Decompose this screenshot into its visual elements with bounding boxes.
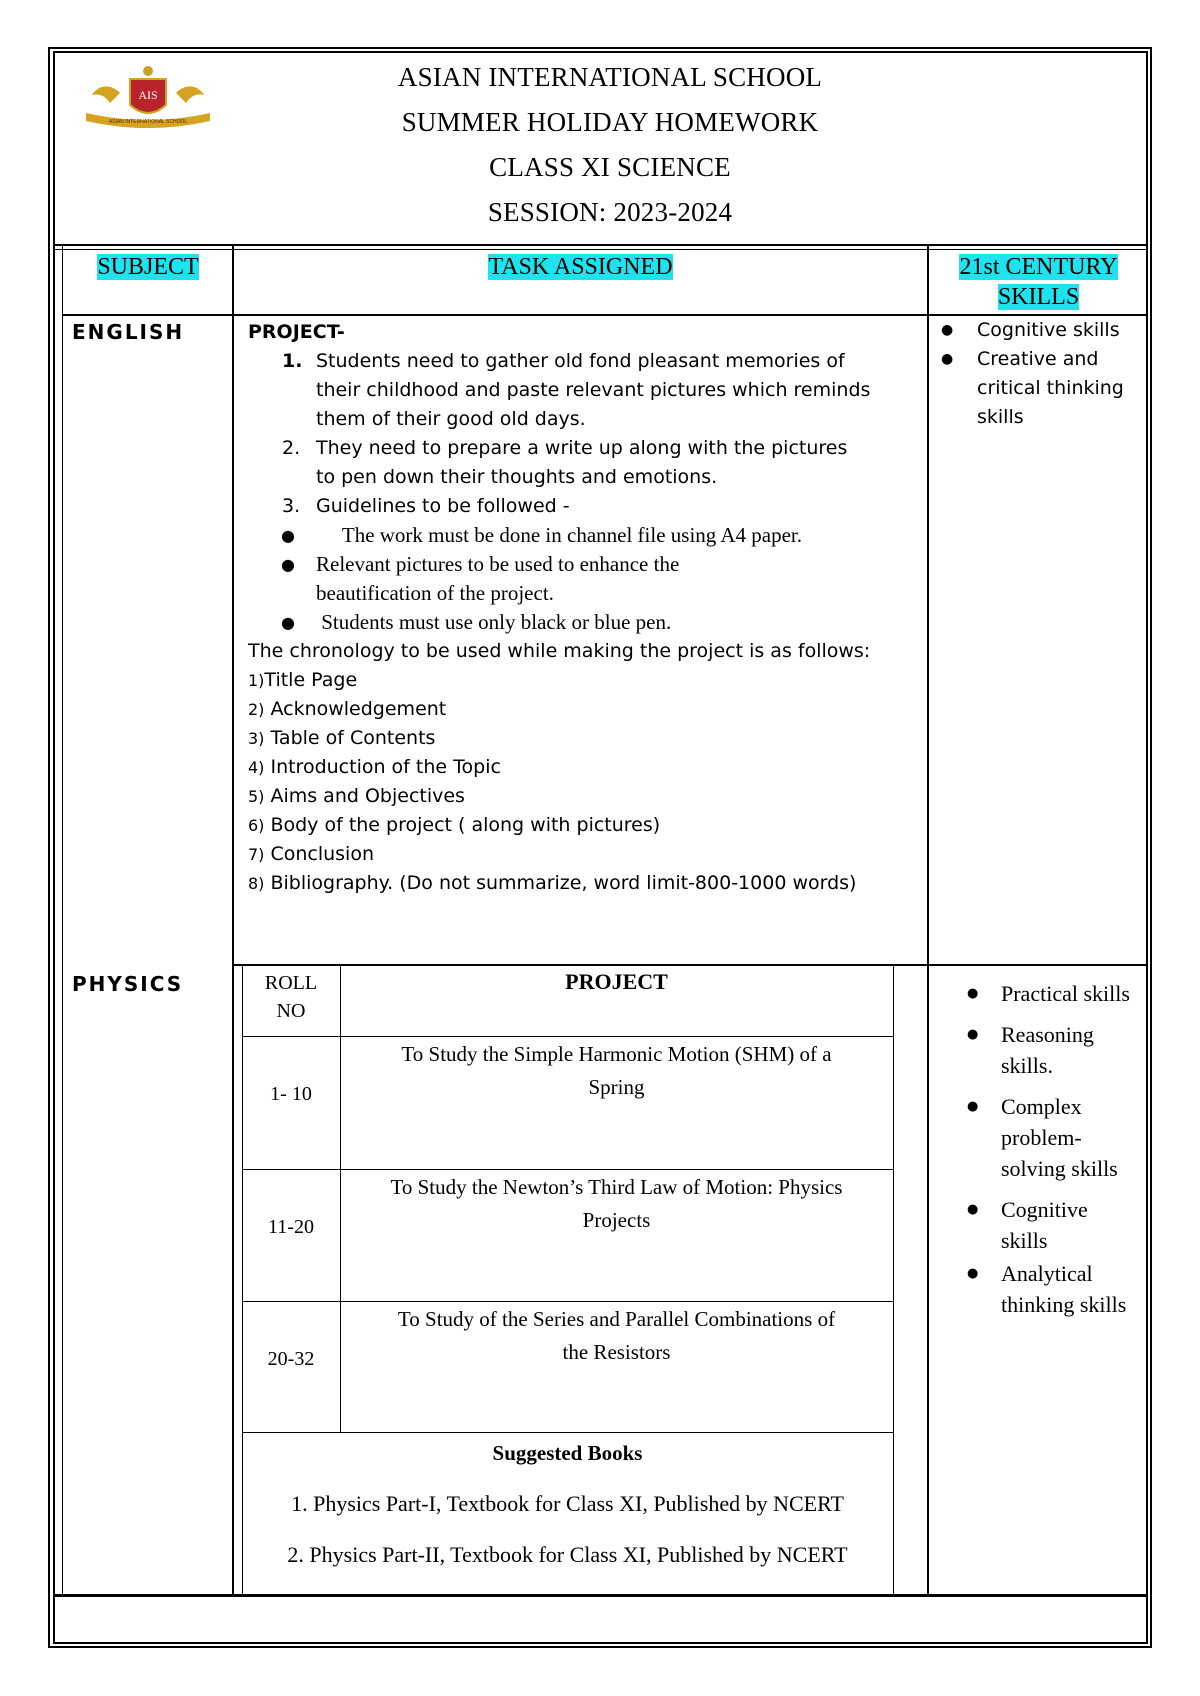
roll-no-header: ROLL NO xyxy=(264,972,318,1022)
skill-text: Analytical xyxy=(1001,1261,1093,1286)
skill-text: Cognitive skills xyxy=(977,319,1120,341)
bullet-icon: ● xyxy=(281,613,295,632)
chronology-text: Introduction of the Topic xyxy=(264,756,501,778)
skills-header: 21st CENTURY SKILLS xyxy=(959,254,1118,310)
chronology-item xyxy=(248,869,928,898)
guideline-text: beautification of the project. xyxy=(316,581,554,605)
chronology-item xyxy=(248,695,928,724)
step-text: Guidelines to be followed - xyxy=(316,495,570,517)
skill-text: Creative and xyxy=(977,348,1099,370)
skill-item xyxy=(955,1019,1130,1081)
step-text: them of their good old days. xyxy=(316,408,586,430)
chronology-item xyxy=(248,666,928,695)
ph-row-3 xyxy=(242,1301,893,1302)
svg-text:ASIAN INTERNATIONAL SCHOOL: ASIAN INTERNATIONAL SCHOOL xyxy=(108,119,188,125)
project-topic: To Study the Newton’s Third Law of Motion: Physics Projects xyxy=(390,1175,843,1232)
row-divider-english xyxy=(232,964,1148,966)
bullet-icon: ● xyxy=(967,1027,979,1042)
project-label: PROJECT- xyxy=(248,321,345,343)
english-skills xyxy=(929,316,1148,432)
task-header: TASK ASSIGNED xyxy=(488,254,673,280)
skill-item xyxy=(955,978,1130,1009)
bullet-icon: ● xyxy=(281,555,295,574)
chronology-item xyxy=(248,840,928,869)
chronology-text: Title Page xyxy=(264,669,358,691)
step-number: 1. xyxy=(282,350,303,372)
bullet-icon: ● xyxy=(967,1202,979,1217)
chronology-text: Table of Contents xyxy=(264,727,436,749)
guideline-item xyxy=(248,550,928,608)
project-topic: To Study of the Series and Parallel Combinations of the Resistors xyxy=(397,1307,836,1364)
skill-text: Practical skills xyxy=(1001,981,1130,1006)
guideline-text: Relevant pictures to be used to enhance the xyxy=(316,552,680,576)
roll-range: 1- 10 xyxy=(270,1083,312,1105)
guideline-text: The work must be done in channel file using A4 paper. xyxy=(316,523,803,547)
col-divider-1 xyxy=(232,246,234,1594)
chronology-text: Bibliography. (Do not summarize, word limit-800-1000 words) xyxy=(264,872,857,894)
bullet-icon: ● xyxy=(281,526,295,545)
step-number: 3. xyxy=(282,495,301,517)
bullet-icon: ● xyxy=(941,322,954,338)
project-header: PROJECT xyxy=(565,969,668,994)
book-item: 2. Physics Part-II, Textbook for Class XI, Published by NCERT xyxy=(287,1542,848,1567)
step-text: Students need to gather old fond pleasant memories of xyxy=(316,350,845,372)
chronology-list xyxy=(248,666,928,898)
numbered-step xyxy=(248,434,928,492)
ph-row-4 xyxy=(242,1432,893,1433)
skill-text: thinking skills xyxy=(1001,1292,1127,1317)
chronology-number: 5) xyxy=(248,787,265,806)
chronology-number: 6) xyxy=(248,816,265,835)
skill-text: solving skills xyxy=(1001,1156,1118,1181)
school-name: ASIAN INTERNATIONAL SCHOOL xyxy=(397,62,823,92)
chronology-item xyxy=(248,811,928,840)
chronology-text: Conclusion xyxy=(264,843,375,865)
book-item: 1. Physics Part-I, Textbook for Class XI, Published by NCERT xyxy=(291,1491,844,1516)
document-title: SUMMER HOLIDAY HOMEWORK xyxy=(401,107,819,137)
chronology-number: 1) xyxy=(248,671,265,690)
class-label: CLASS XI SCIENCE xyxy=(489,152,731,182)
ph-table-right xyxy=(893,966,894,1594)
subject-physics: PHYSICS xyxy=(72,972,184,996)
skill-item xyxy=(955,1091,1130,1184)
session-label: SESSION: 2023-2024 xyxy=(487,197,733,227)
chronology-text: Acknowledgement xyxy=(264,698,447,720)
chronology-text: Aims and Objectives xyxy=(264,785,465,807)
skill-text: skills. xyxy=(1001,1053,1053,1078)
project-topic: To Study the Simple Harmonic Motion (SHM) of a Spring xyxy=(401,1042,832,1099)
chronology-item xyxy=(248,782,928,811)
numbered-step xyxy=(248,347,928,434)
guideline-item xyxy=(248,521,928,550)
chronology-number: 4) xyxy=(248,758,265,777)
step-number: 2. xyxy=(282,437,301,459)
table-left-edge xyxy=(62,246,63,1594)
guideline-item xyxy=(248,608,928,637)
skill-text: problem- xyxy=(1001,1125,1082,1150)
bullet-icon: ● xyxy=(967,1099,979,1114)
header-divider xyxy=(53,244,1148,246)
skill-text: skills xyxy=(1001,1228,1048,1253)
skill-item xyxy=(955,1258,1130,1320)
skill-text: Reasoning xyxy=(1001,1022,1094,1047)
chronology-intro: The chronology to be used while making the project is as follows: xyxy=(248,640,871,662)
school-logo xyxy=(80,63,216,135)
roll-range: 20-32 xyxy=(267,1348,315,1370)
chronology-item xyxy=(248,724,928,753)
chronology-item xyxy=(248,753,928,782)
ph-row-2 xyxy=(242,1169,893,1170)
english-steps xyxy=(248,347,928,521)
ph-row-1 xyxy=(242,1036,893,1037)
english-guidelines xyxy=(248,521,928,637)
roll-range: 11-20 xyxy=(268,1216,314,1238)
bullet-icon: ● xyxy=(967,1266,979,1281)
subject-english: ENGLISH xyxy=(72,320,185,344)
step-text: They need to prepare a write up along with the pictures xyxy=(316,437,848,459)
chronology-number: 2) xyxy=(248,700,265,719)
bullet-icon: ● xyxy=(941,351,954,367)
skill-text: Cognitive xyxy=(1001,1197,1088,1222)
chronology-number: 7) xyxy=(248,845,265,864)
skill-text: Complex xyxy=(1001,1094,1082,1119)
chronology-number: 3) xyxy=(248,729,265,748)
row-divider-bottom xyxy=(53,1594,1148,1597)
physics-skills xyxy=(955,978,1130,1330)
subject-header: SUBJECT xyxy=(97,254,199,280)
skill-item xyxy=(955,1194,1130,1256)
skill-text: skills xyxy=(977,406,1024,428)
chronology-text: Body of the project ( along with pictures) xyxy=(264,814,661,836)
step-text: to pen down their thoughts and emotions. xyxy=(316,466,718,488)
guideline-text: Students must use only black or blue pen. xyxy=(316,610,672,634)
numbered-step xyxy=(248,492,928,521)
chronology-number: 8) xyxy=(248,874,265,893)
suggested-books-title: Suggested Books xyxy=(492,1441,643,1465)
english-task xyxy=(248,318,928,898)
bullet-icon: ● xyxy=(967,986,979,1001)
skill-item xyxy=(929,345,1148,432)
step-text: their childhood and paste relevant pictures which reminds xyxy=(316,379,871,401)
header-divider-2 xyxy=(53,249,1148,250)
skill-item xyxy=(929,316,1148,345)
skill-text: critical thinking xyxy=(977,377,1124,399)
svg-text:AIS: AIS xyxy=(138,88,158,102)
